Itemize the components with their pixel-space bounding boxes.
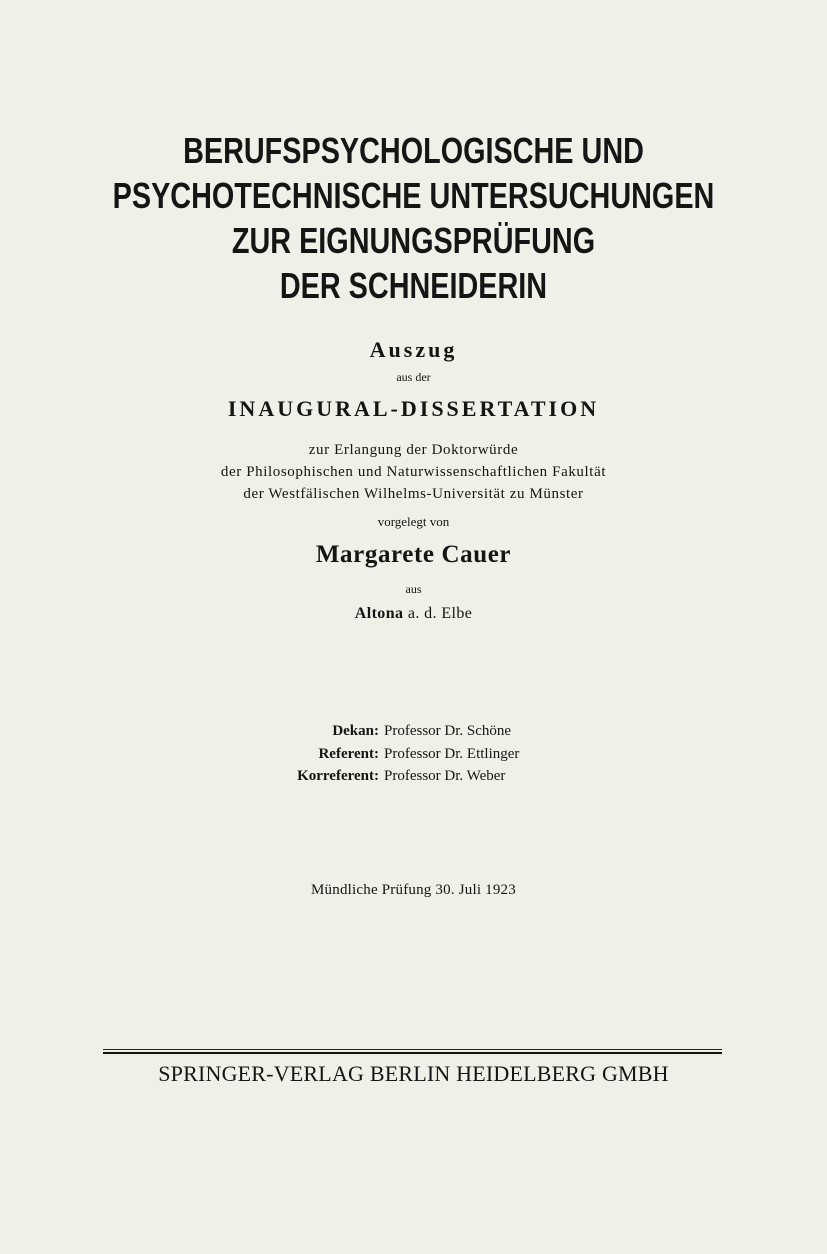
faculty-role: Korreferent xyxy=(297,768,374,784)
divider-rule xyxy=(103,1049,722,1050)
faculty-role: Dekan xyxy=(332,723,374,739)
faculty-role: Referent xyxy=(318,745,374,762)
divider-rule xyxy=(103,1052,722,1054)
submitted-by-label: vorgelegt von xyxy=(377,514,450,529)
from-label: aus xyxy=(405,582,422,596)
faculty-row: Dekan : Professor Dr. Schöne xyxy=(288,720,548,743)
from-the-label: aus der xyxy=(396,370,431,384)
purpose-line: zur Erlangung der Doktorwürde xyxy=(308,442,519,458)
place-suffix: a. d. Elbe xyxy=(407,605,473,622)
purpose-line: der Philosophischen und Naturwissenschaftlichen Fakultät xyxy=(220,464,607,480)
author-name: Margarete Cauer xyxy=(315,541,512,568)
dissertation-label: INAUGURAL-DISSERTATION xyxy=(227,396,600,421)
faculty-row: Korreferent : Professor Dr. Weber xyxy=(288,765,548,788)
faculty-row: Referent : Professor Dr. Ettlinger xyxy=(288,743,548,766)
document-title xyxy=(0,128,827,308)
faculty-list xyxy=(288,720,548,788)
title-line: BERUFSPSYCHOLOGISCHE UND xyxy=(183,130,644,171)
extract-label: Auszug xyxy=(369,337,458,362)
purpose-line: der Westfälischen Wilhelms-Universität zu Münster xyxy=(243,486,584,502)
faculty-name: Professor Dr. Ettlinger xyxy=(384,745,520,762)
title-line: PSYCHOTECHNISCHE UNTERSUCHUNGEN xyxy=(112,175,715,216)
publisher: SPRINGER-VERLAG BERLIN HEIDELBERG GMBH xyxy=(158,1061,669,1086)
place-city: Altona xyxy=(354,605,404,622)
title-line: ZUR EIGNUNGSPRÜFUNG xyxy=(231,220,596,261)
faculty-name: Professor Dr. Schöne xyxy=(384,723,512,739)
place-of-origin xyxy=(0,605,827,623)
oral-exam-date: Mündliche Prüfung 30. Juli 1923 xyxy=(311,882,516,898)
title-line: DER SCHNEIDERIN xyxy=(279,265,548,306)
faculty-name: Professor Dr. Weber xyxy=(384,768,506,784)
